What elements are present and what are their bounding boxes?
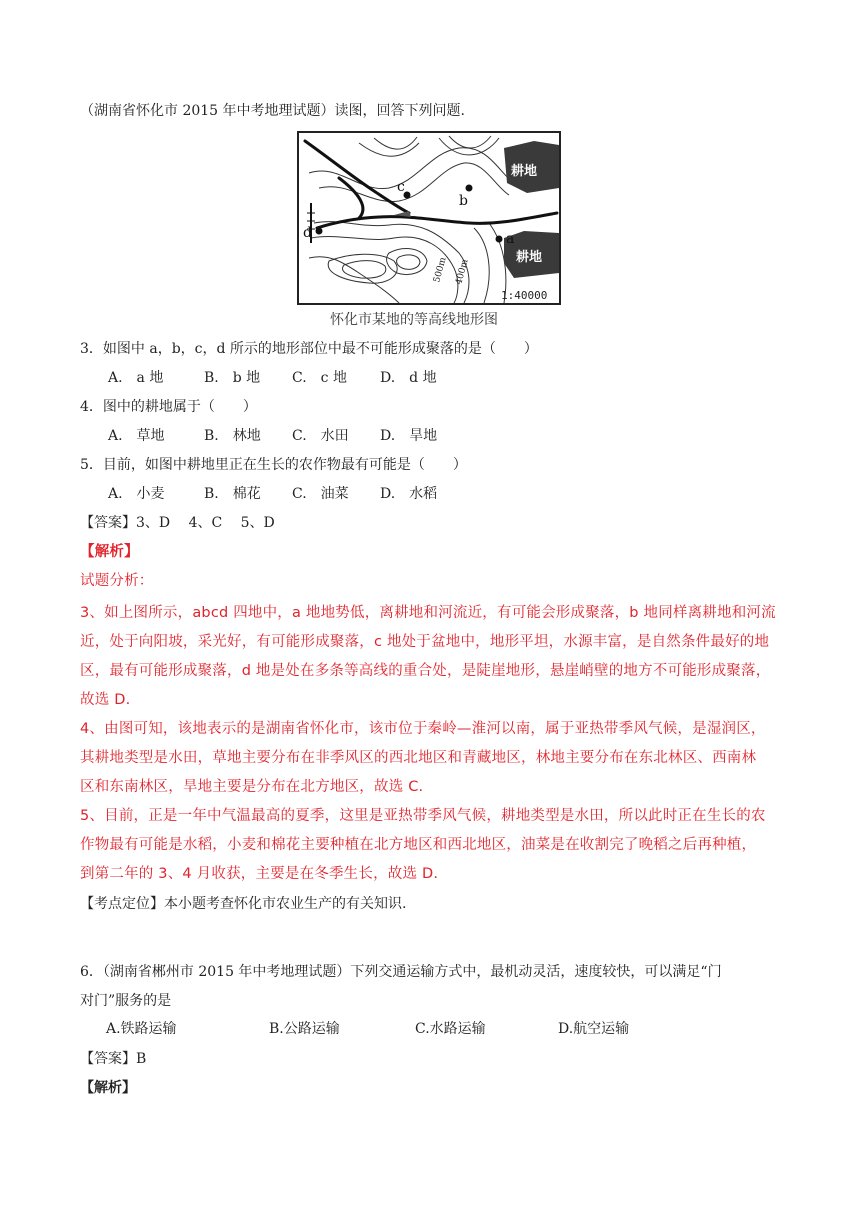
map-caption: 怀化市某地的等高线地形图 [330, 312, 498, 328]
point-b-marker [466, 185, 473, 192]
q4-stem: 4．图中的耕地属于（ ） [80, 399, 257, 415]
contour-map [297, 131, 561, 305]
label-a: a [506, 231, 515, 247]
farmland-label-2: 耕地 [516, 250, 543, 265]
farmland-label-1: 耕地 [511, 164, 538, 179]
analysis-line: 区和东南林区，旱地主要是分布在北方地区，故选 C. [80, 779, 424, 795]
q4-option-d[interactable]: D. 旱地 [380, 428, 438, 444]
q5-option-c[interactable]: C. 油菜 [292, 486, 349, 502]
analysis-line: 区，最有可能形成聚落，d 地是处在多条等高线的重合处，是陡崖地形，悬崖峭壁的地方不可能形成聚落， [80, 663, 771, 679]
q6-option-a[interactable]: A.铁路运输 [106, 1021, 177, 1037]
analysis-line: 5、目前，正是一年中气温最高的夏季，这里是亚热带季风气候，耕地类型是水田，所以此时正在生长的农 [80, 808, 766, 824]
contour-400m: 400m [454, 258, 471, 286]
q4-option-a[interactable]: A. 草地 [108, 428, 165, 444]
q6-option-d[interactable]: D.航空运输 [558, 1021, 630, 1037]
q6-option-c[interactable]: C.水路运输 [415, 1021, 486, 1037]
analysis-line: 4、由图可知，该地表示的是湖南省怀化市，该市位于秦岭—淮河以南，属于亚热带季风气候，是湿润区， [80, 721, 766, 737]
q3-option-b[interactable]: B. b 地 [204, 370, 261, 386]
analysis-heading: 【解析】 [80, 544, 139, 560]
question-intro: （湖南省怀化市 2015 年中考地理试题）读图，回答下列问题. [80, 103, 465, 119]
analysis-line: 故选 D. [80, 692, 131, 708]
q5-options [108, 484, 437, 504]
label-b: b [459, 193, 468, 209]
label-d: d [303, 225, 312, 241]
label-c: c [397, 179, 405, 195]
q3-option-d[interactable]: D. d 地 [380, 370, 437, 386]
q5-option-a[interactable]: A. 小麦 [108, 486, 165, 502]
q3-option-a[interactable]: A. a 地 [108, 370, 164, 386]
analysis-line: 3、如上图所示，abcd 四地中，a 地地势低，离耕地和河流近，有可能会形成聚落，b 地同样离耕地和河流 [80, 605, 776, 621]
q6-stem-line2: 对门”服务的是 [80, 993, 172, 1009]
point-a-marker [496, 236, 503, 243]
map-scale: 1:40000 [501, 289, 548, 302]
q4-option-b[interactable]: B. 林地 [204, 428, 261, 444]
contour-map-drawing [299, 133, 559, 303]
analysis-line: 到第二年的 3、4 月收获，主要是在冬季生长，故选 D. [80, 866, 439, 882]
q3-stem: 3．如图中 a，b，c，d 所示的地形部位中最不可能形成聚落的是（ ） [80, 341, 538, 357]
q3-option-c[interactable]: C. c 地 [292, 370, 347, 386]
q5-stem: 5．目前，如图中耕地里正在生长的农作物最有可能是（ ） [80, 457, 467, 473]
answer-1: 【答案】3、D 4、C 5、D [80, 515, 275, 531]
q4-options [108, 426, 437, 446]
q6-stem-line1: 6．（湖南省郴州市 2015 年中考地理试题）下列交通运输方式中，最机动灵活，速度较快，可以满足“门 [80, 964, 722, 980]
analysis-line: 作物最有可能是水稻，小麦和棉花主要种植在北方地区和西北地区，油菜是在收割完了晚稻之后再种植， [80, 837, 757, 853]
q3-options [108, 368, 437, 388]
q6-option-b[interactable]: B.公路运输 [269, 1021, 340, 1037]
kaodian-line: 【考点定位】本小题考查怀化市农业生产的有关知识. [80, 896, 407, 912]
analysis-line: 其耕地类型是水田，草地主要分布在非季风区的西北地区和青藏地区，林地主要分布在东北林区、西南林 [80, 750, 757, 766]
contour-500m: 500m [432, 256, 449, 284]
point-d-marker [316, 228, 323, 235]
q4-option-c[interactable]: C. 水田 [292, 428, 349, 444]
analysis-subheading: 试题分析： [80, 573, 154, 589]
q5-option-b[interactable]: B. 棉花 [204, 486, 261, 502]
analysis-heading-2: 【解析】 [80, 1080, 136, 1096]
q6-options [106, 1019, 629, 1039]
q5-option-d[interactable]: D. 水稻 [380, 486, 438, 502]
analysis-line: 近，处于向阳坡，采光好，有可能形成聚落，c 地处于盆地中，地形平坦，水源丰富，是自然条件最好的地 [80, 634, 770, 650]
answer-2: 【答案】B [80, 1051, 147, 1067]
